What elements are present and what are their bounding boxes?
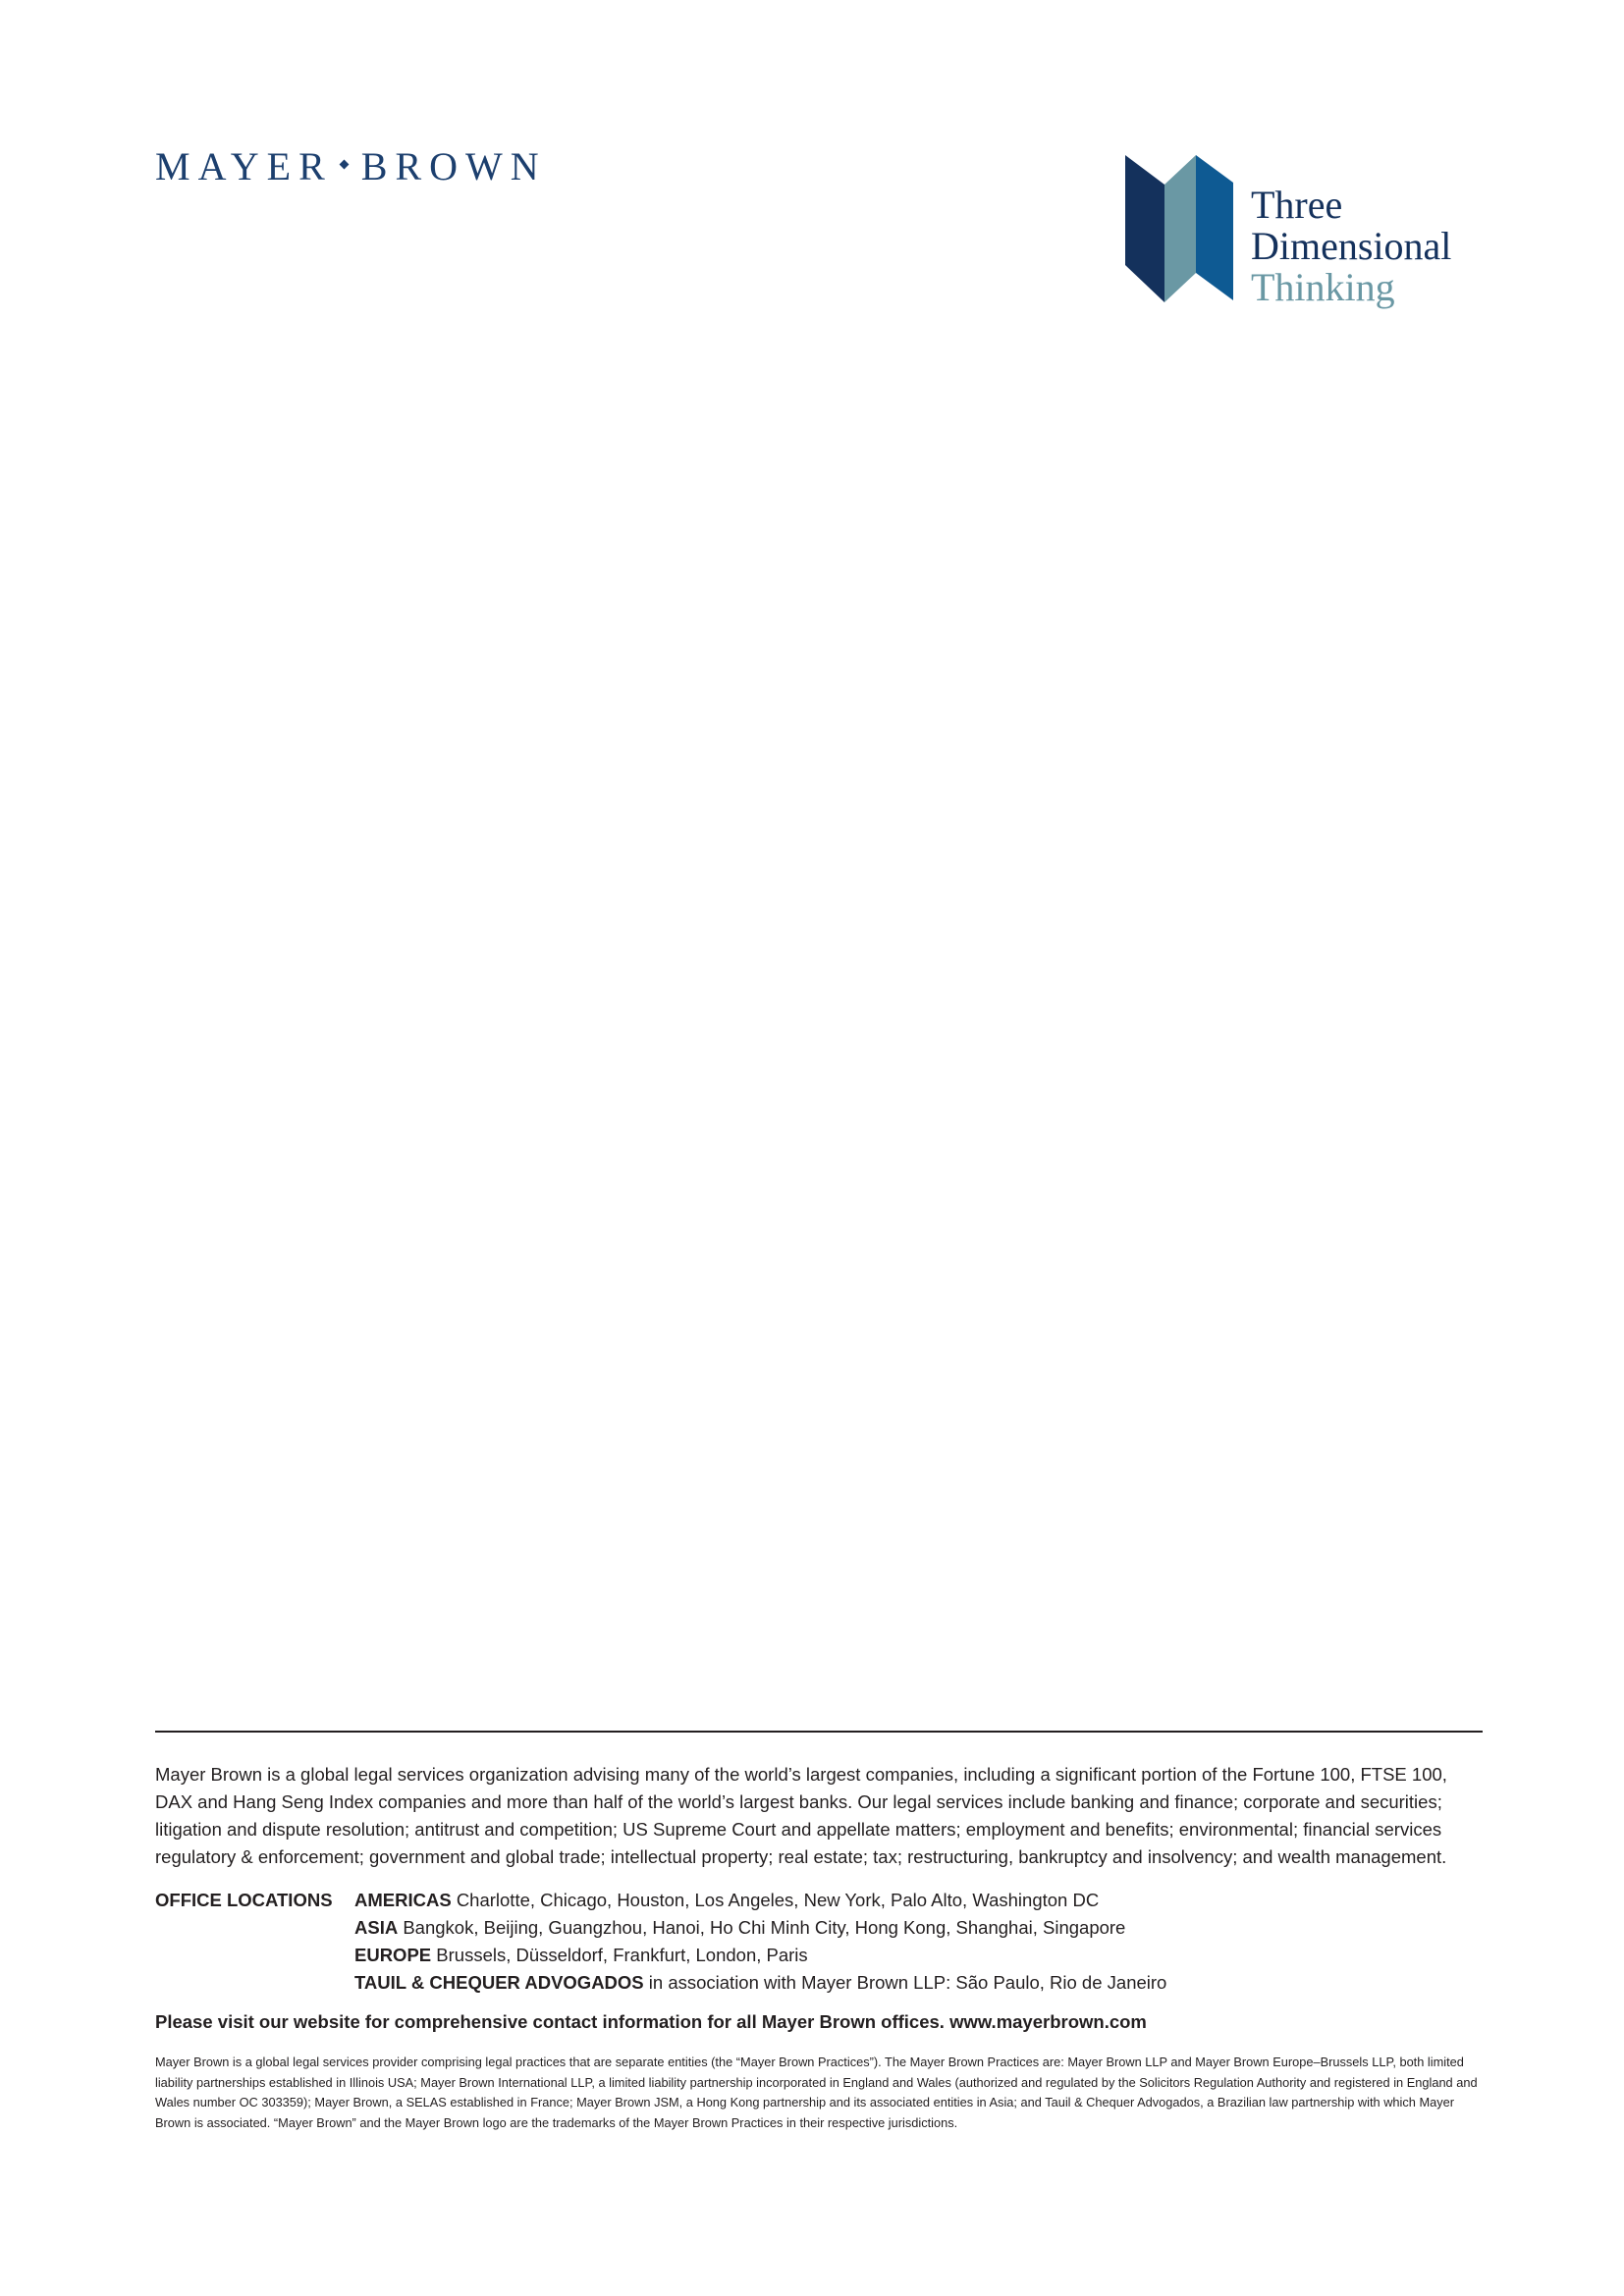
logo-word-mayer: MAYER [155, 144, 333, 188]
tagline-line-3: Thinking [1251, 265, 1395, 309]
office-row-americas [354, 1887, 1166, 1914]
region-cities: Charlotte, Chicago, Houston, Los Angeles, New York, Palo Alto, Washington DC [456, 1890, 1100, 1910]
office-locations-heading: OFFICE LOCATIONS [155, 1890, 333, 1910]
tagline-line-2: Dimensional [1251, 224, 1452, 268]
logo-diamond-icon [339, 160, 349, 170]
region-cities: Brussels, Düsseldorf, Frankfurt, London, Paris [436, 1945, 808, 1965]
office-row-europe [354, 1942, 1166, 1969]
region-label: TAUIL & CHEQUER ADVOGADOS [354, 1972, 644, 1993]
website-notice: Please visit our website for comprehensive contact information for all Mayer Brown offices. www.mayerbrown.com [155, 2011, 1147, 2032]
footer-divider [155, 1731, 1483, 1733]
region-cities: Bangkok, Beijing, Guangzhou, Hanoi, Ho Chi Minh City, Hong Kong, Shanghai, Singapore [403, 1917, 1126, 1938]
about-paragraph: Mayer Brown is a global legal services organization advising many of the world’s largest companies, including a significant portion of the Fortune 100, FTSE 100, DAX and Hang Seng Index companies and more than half of the world’s largest banks. Our legal services include banking and finance; corporate and securities; litigation and dispute resolution; antitrust and competition; US Supreme Court and appellate matters; employment and benefits; environmental; financial services regulatory & enforcement; government and global trade; intellectual property; real estate; tax; restructuring, bankruptcy and insolvency; and wealth management. [155, 1764, 1447, 1867]
region-label: ASIA [354, 1917, 399, 1938]
region-cities: in association with Mayer Brown LLP: São Paulo, Rio de Janeiro [648, 1972, 1167, 1993]
tagline-line-1: Three [1251, 183, 1343, 227]
office-row-asia [354, 1914, 1166, 1942]
logo-word-brown: BROWN [360, 144, 547, 188]
three-dimensional-mark-icon [1125, 155, 1233, 302]
region-label: AMERICAS [354, 1890, 452, 1910]
region-label: EUROPE [354, 1945, 432, 1965]
legal-disclaimer: Mayer Brown is a global legal services provider comprising legal practices that are separate entities (the “Mayer Brown Practices”). The Mayer Brown Practices are: Mayer Brown LLP and Mayer Brown Europe–Brussels LLP, both limited liability partnerships established in Illinois USA; Mayer Brown International LLP, a limited liability partnership incorporated in England and Wales (authorized and regulated by the Solicitors Regulation Authority and registered in England and Wales number OC 303359); Mayer Brown, a SELAS established in France; Mayer Brown JSM, a Hong Kong partnership and its associated entities in Asia; and Tauil & Chequer Advogados, a Brazilian law partnership with which Mayer Brown is associated. “Mayer Brown” and the Mayer Brown logo are the trademarks of the Mayer Brown Practices in their respective jurisdictions. [155, 2055, 1478, 2130]
tagline [1251, 185, 1451, 308]
office-row-tauil-chequer [354, 1969, 1166, 1997]
mayer-brown-logo [155, 144, 547, 188]
